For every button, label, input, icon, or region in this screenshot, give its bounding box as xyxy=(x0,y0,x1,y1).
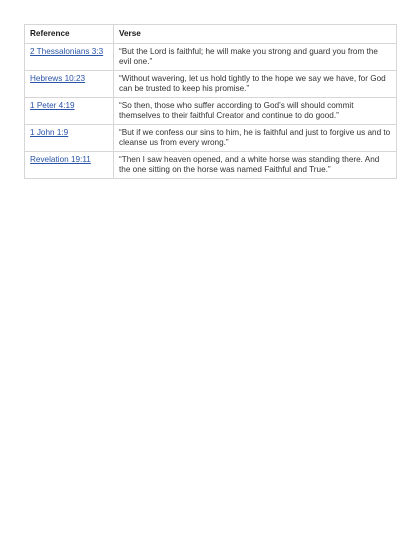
verse-cell: “But if we confess our sins to him, he is faithful and just to forgive us and to cleanse us from every wrong.” xyxy=(114,125,397,152)
table-row xyxy=(25,125,397,152)
reference-cell xyxy=(25,71,114,98)
verse-cell: “Without wavering, let us hold tightly to the hope we say we have, for God can be trusted to keep his promise.” xyxy=(114,71,397,98)
verse-cell: “So then, those who suffer according to God’s will should commit themselves to their faithful Creator and continue to do good.” xyxy=(114,98,397,125)
reference-cell xyxy=(25,44,114,71)
reference-cell xyxy=(25,125,114,152)
table-row xyxy=(25,98,397,125)
header-verse: Verse xyxy=(114,25,397,44)
reference-cell xyxy=(25,98,114,125)
reference-link[interactable]: 1 John 1:9 xyxy=(30,128,69,137)
reference-link[interactable]: Revelation 19:11 xyxy=(30,155,91,164)
reference-link[interactable]: 2 Thessalonians 3:3 xyxy=(30,47,104,56)
verse-cell: “But the Lord is faithful; he will make you strong and guard you from the evil one.” xyxy=(114,44,397,71)
table-row xyxy=(25,152,397,179)
verses-table xyxy=(24,24,397,179)
reference-link[interactable]: 1 Peter 4:19 xyxy=(30,101,75,110)
reference-link[interactable]: Hebrews 10:23 xyxy=(30,74,86,83)
header-reference: Reference xyxy=(25,25,114,44)
table-row xyxy=(25,44,397,71)
reference-cell xyxy=(25,152,114,179)
table-header-row xyxy=(25,25,397,44)
table-row xyxy=(25,71,397,98)
verse-cell: “Then I saw heaven opened, and a white horse was standing there. And the one sitting on the horse was named Faithful and True.” xyxy=(114,152,397,179)
document-page xyxy=(24,24,396,179)
